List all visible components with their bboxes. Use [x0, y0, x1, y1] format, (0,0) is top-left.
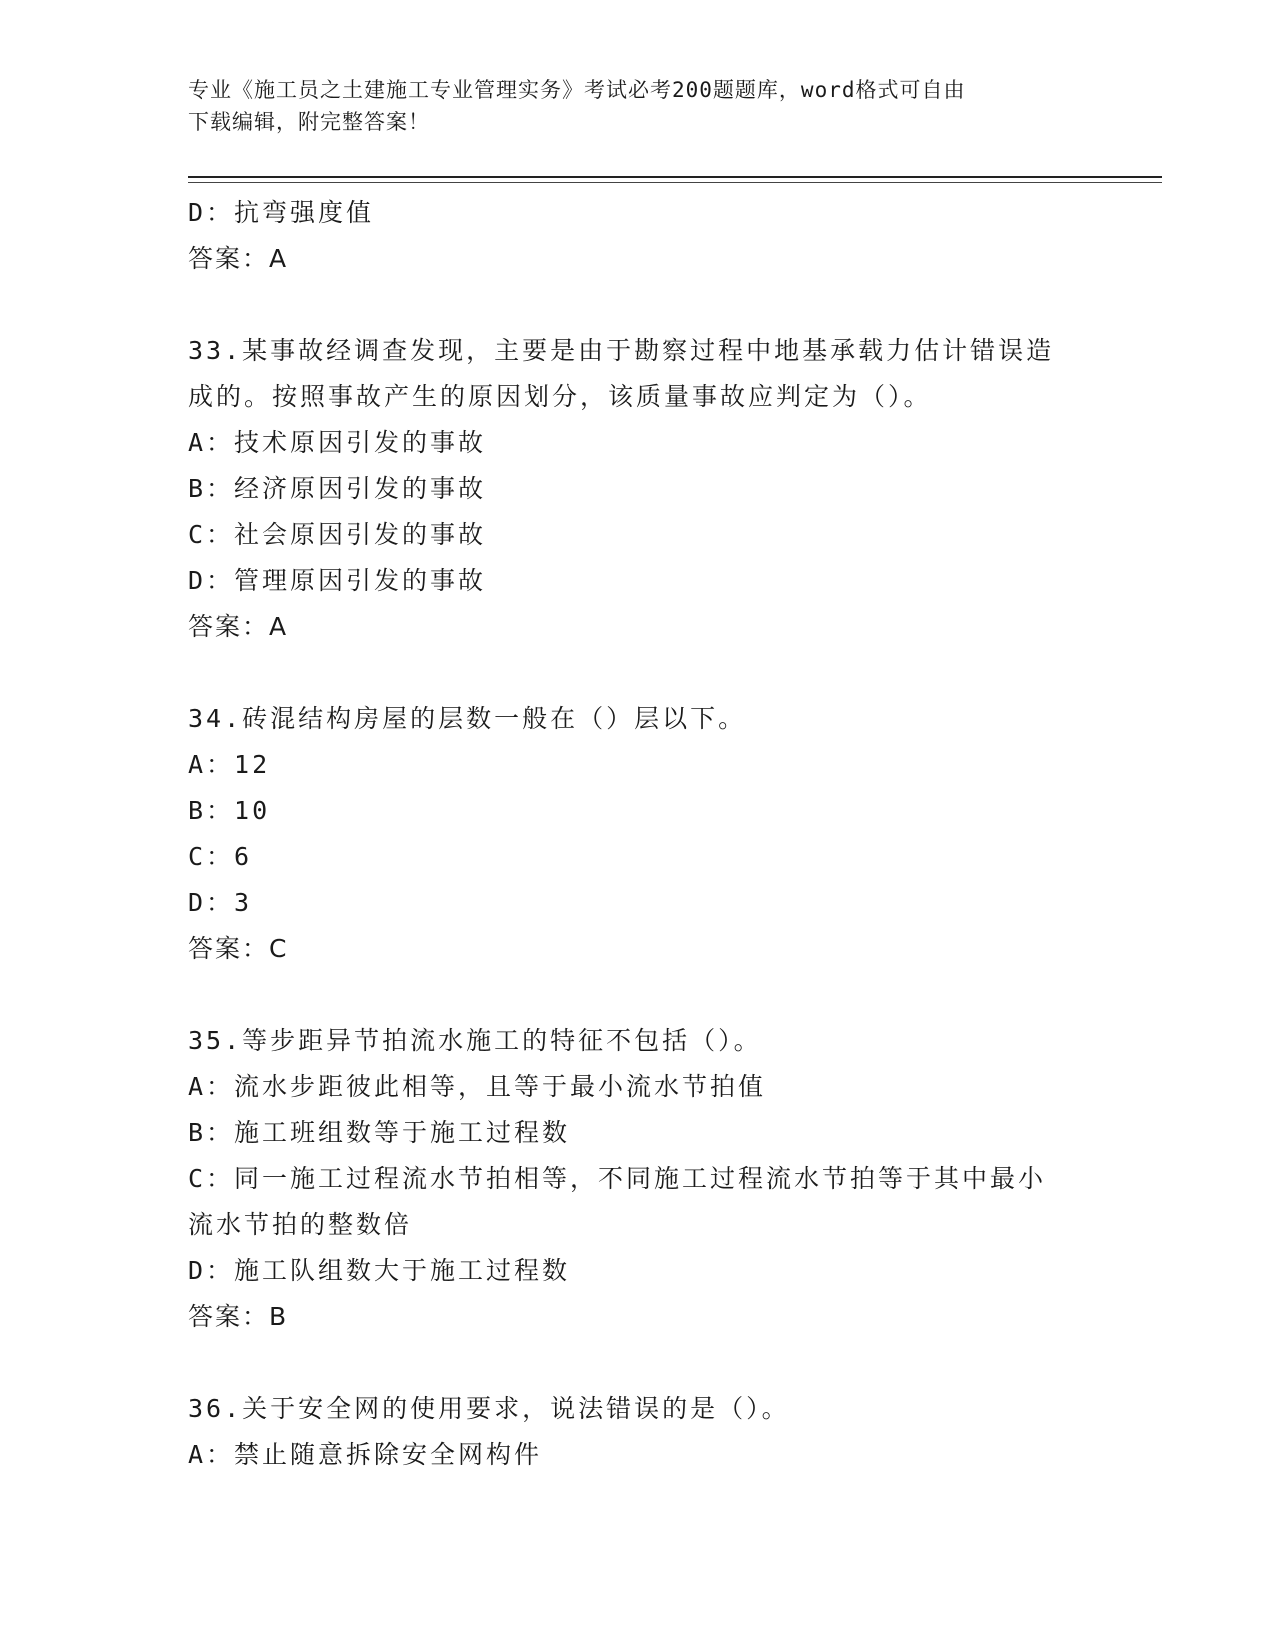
option-b: B：经济原因引发的事故	[188, 474, 487, 503]
option-d: D：管理原因引发的事故	[188, 566, 487, 595]
question-34	[188, 696, 1088, 972]
option-a: A：12	[188, 750, 271, 779]
option-c: C：社会原因引发的事故	[188, 520, 487, 549]
spacer	[188, 282, 1088, 328]
question-35	[188, 1018, 1088, 1340]
header-line-1: 专业《施工员之土建施工专业管理实务》考试必考200题题库，word格式可自由	[188, 78, 966, 102]
question-list	[188, 190, 1088, 1478]
option-a: A：技术原因引发的事故	[188, 428, 487, 457]
spacer	[188, 1340, 1088, 1386]
option-c: C：同一施工过程流水节拍相等，不同施工过程流水节拍等于其中最小	[188, 1164, 1047, 1193]
option-d: D：3	[188, 888, 253, 917]
option-b: B：10	[188, 796, 271, 825]
spacer	[188, 650, 1088, 696]
answer: 答案：C	[188, 934, 289, 963]
header-divider-thick	[188, 176, 1162, 178]
option-c: C：6	[188, 842, 253, 871]
document-header	[188, 74, 1088, 138]
prev-answer: 答案：A	[188, 244, 289, 273]
answer: 答案：A	[188, 612, 289, 641]
option-a: A：流水步距彼此相等，且等于最小流水节拍值	[188, 1072, 767, 1101]
answer: 答案：B	[188, 1302, 289, 1331]
question-stem: 35.等步距异节拍流水施工的特征不包括（）。	[188, 1026, 762, 1055]
question-36	[188, 1386, 1088, 1478]
option-b: B：施工班组数等于施工过程数	[188, 1118, 571, 1147]
spacer	[188, 972, 1088, 1018]
question-stem: 36.关于安全网的使用要求，说法错误的是（）。	[188, 1394, 790, 1423]
option-c-continued: 流水节拍的整数倍	[188, 1210, 413, 1239]
option-a: A：禁止随意拆除安全网构件	[188, 1440, 543, 1469]
question-stem: 成的。按照事故产生的原因划分，该质量事故应判定为（）。	[188, 382, 932, 411]
header-line-2: 下载编辑，附完整答案！	[188, 110, 430, 134]
question-stem: 34.砖混结构房屋的层数一般在（）层以下。	[188, 704, 747, 733]
question-stem: 33.某事故经调查发现，主要是由于勘察过程中地基承载力估计错误造	[188, 336, 1055, 365]
option-d: D：施工队组数大于施工过程数	[188, 1256, 571, 1285]
question-33	[188, 328, 1088, 650]
prev-option-d: D：抗弯强度值	[188, 198, 375, 227]
header-divider-thin	[188, 182, 1162, 183]
